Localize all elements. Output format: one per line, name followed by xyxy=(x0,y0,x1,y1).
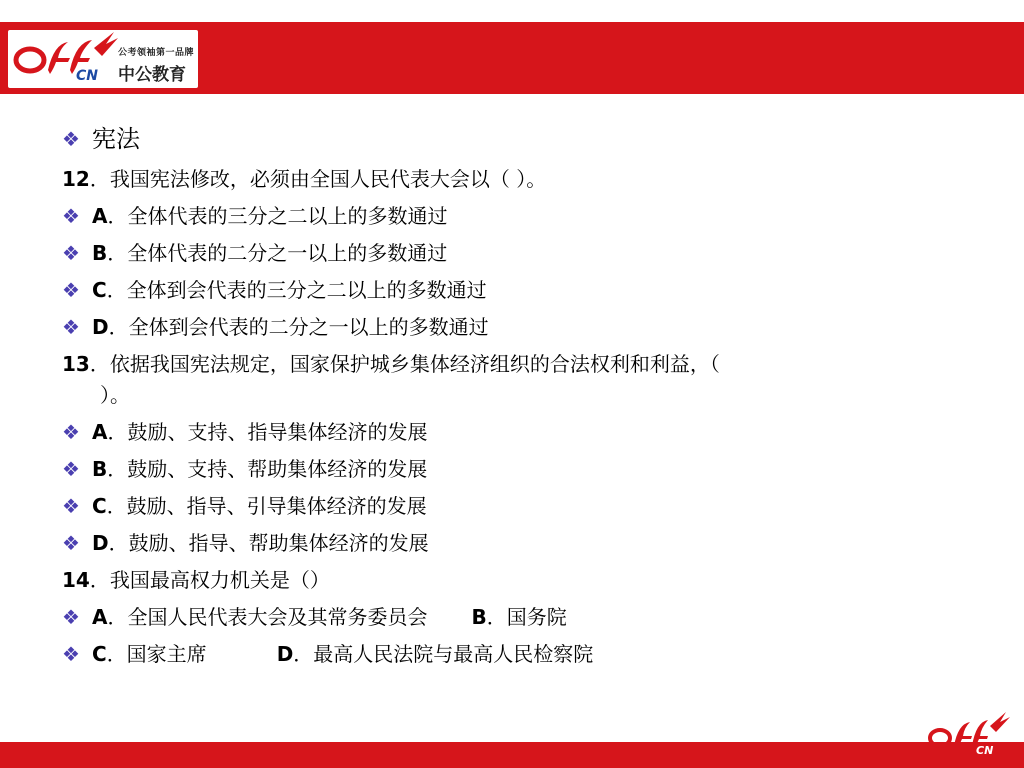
option-key: D xyxy=(276,642,294,666)
question-12 xyxy=(62,166,546,192)
option-key: C xyxy=(92,494,107,518)
q14-options-row-1 xyxy=(62,604,567,630)
option-text: ．全体到会代表的二分之一以上的多数通过 xyxy=(108,315,489,339)
option-text: ．全体代表的三分之二以上的多数通过 xyxy=(107,204,448,228)
q12-option-c xyxy=(62,277,487,303)
option-text: ．鼓励、指导、帮助集体经济的发展 xyxy=(108,531,429,555)
brand-slogan: 公考领袖第一品牌 xyxy=(118,48,195,58)
question-number: 13 xyxy=(62,352,90,376)
diamond-bullet-icon: ❖ xyxy=(62,457,80,481)
q12-option-b xyxy=(62,240,447,266)
option-text: ．鼓励、指导、引导集体经济的发展 xyxy=(106,494,427,518)
option-key: D xyxy=(92,531,109,555)
footer-band xyxy=(0,742,1024,768)
q13-option-d xyxy=(62,530,429,556)
option-text: ．全国人民代表大会及其常务委员会 xyxy=(107,605,428,629)
question-number: 12 xyxy=(62,167,90,191)
option-key: A xyxy=(92,204,108,228)
option-key: B xyxy=(471,605,487,629)
option-text: ．国家主席 xyxy=(106,642,207,666)
option-key: D xyxy=(92,315,109,339)
q12-option-d xyxy=(62,314,489,340)
diamond-bullet-icon: ❖ xyxy=(62,315,80,339)
question-number: 14 xyxy=(62,568,90,592)
q13-option-a xyxy=(62,419,427,445)
option-text: ．鼓励、支持、帮助集体经济的发展 xyxy=(107,457,428,481)
option-key: A xyxy=(92,420,108,444)
q12-option-a xyxy=(62,203,447,229)
diamond-bullet-icon: ❖ xyxy=(62,204,80,228)
svg-text:CN: CN xyxy=(976,744,994,756)
section-title-line xyxy=(62,126,140,153)
diamond-bullet-icon: ❖ xyxy=(62,420,80,444)
option-text: ．全体到会代表的三分之二以上的多数通过 xyxy=(106,278,487,302)
option-text: ．全体代表的二分之一以上的多数通过 xyxy=(107,241,448,265)
diamond-bullet-icon: ❖ xyxy=(62,278,80,302)
option-key: B xyxy=(92,457,108,481)
question-13 xyxy=(62,351,720,377)
q14-options-row-2 xyxy=(62,641,593,667)
question-14 xyxy=(62,567,330,593)
q13-option-c xyxy=(62,493,427,519)
offcn-logo-icon xyxy=(10,30,120,86)
question-text: ．我国最高权力机关是（） xyxy=(89,568,330,592)
offcn-logo-icon xyxy=(926,710,1010,756)
diamond-bullet-icon: ❖ xyxy=(62,531,80,555)
option-text: ．国务院 xyxy=(486,605,567,629)
option-key: C xyxy=(92,278,107,302)
q13-option-b xyxy=(62,456,427,482)
brand-name: 中公教育 xyxy=(118,65,186,85)
section-title: 宪法 xyxy=(92,125,140,153)
option-key: B xyxy=(92,241,108,265)
option-key: C xyxy=(92,642,107,666)
option-text: ．最高人民法院与最高人民检察院 xyxy=(293,642,594,666)
option-text: ．鼓励、支持、指导集体经济的发展 xyxy=(107,420,428,444)
diamond-bullet-icon: ❖ xyxy=(62,494,80,518)
diamond-bullet-icon: ❖ xyxy=(62,642,80,666)
question-text: ．我国宪法修改，必须由全国人民代表大会以（ ）。 xyxy=(89,167,547,191)
diamond-bullet-icon: ❖ xyxy=(62,605,80,629)
diamond-bullet-icon: ❖ xyxy=(62,127,80,151)
diamond-bullet-icon: ❖ xyxy=(62,241,80,265)
question-text: ．依据我国宪法规定，国家保护城乡集体经济组织的合法权利和利益，（ xyxy=(89,352,720,376)
option-key: A xyxy=(92,605,108,629)
question-13-continued: ）。 xyxy=(100,383,130,407)
svg-text:CN: CN xyxy=(76,68,98,84)
